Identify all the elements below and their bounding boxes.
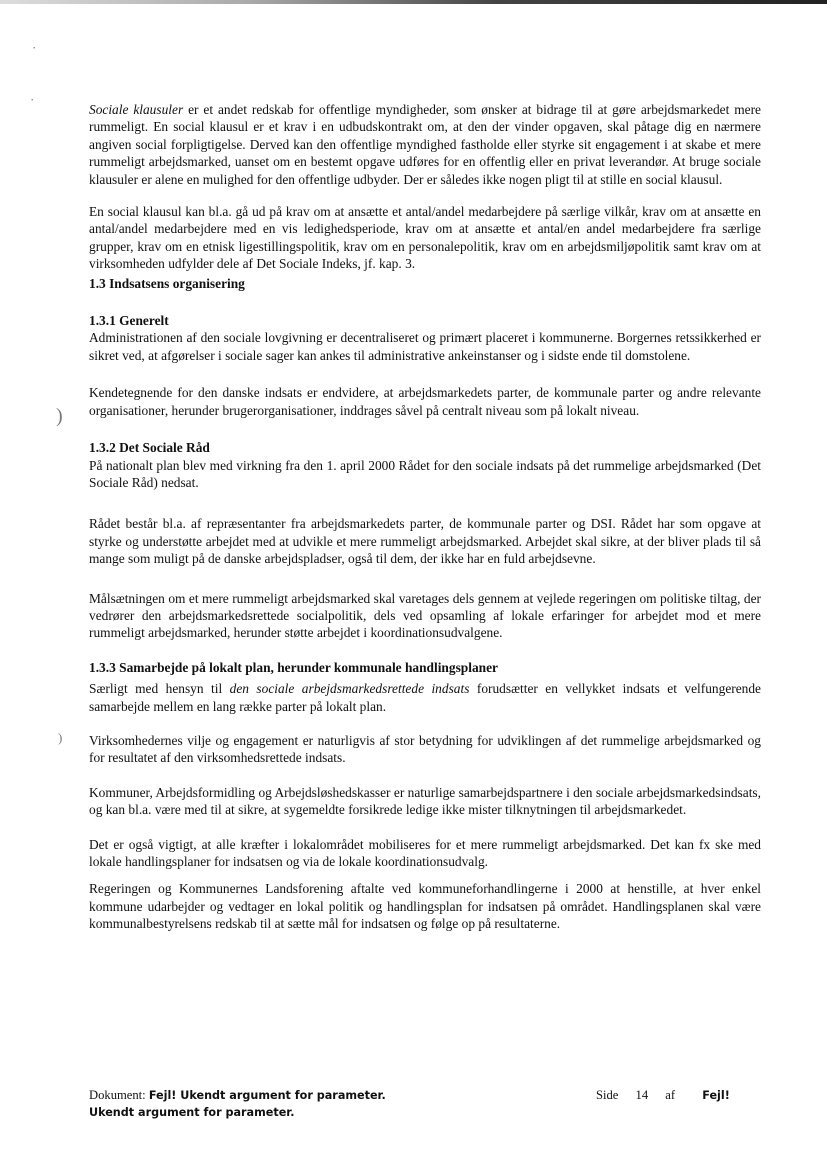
paragraph-clause-examples: En social klausul kan bl.a. gå ud på krav om at ansætte et antal/andel medarbejdere på særlige vilkår, krav om at ansætte en antal/andel medarbejdere med en vis ledighedsperiode, krav om at ansætte et antal/en andel medarbejdere fra særlige grupper, krav om en etnisk ligestillingspolitik, krav om en personalepolitik, krav om en arbejdsmiljøpolitik samt krav om at virksomheden udfylder dele af Det Sociale Indeks, jf. kap. 3. bbox=[89, 204, 761, 272]
paragraph-administration: Administrationen af den sociale lovgivning er decentraliseret og primært placeret i kommunerne. Borgernes retssikkerhed er sikret ved, at afgørelser i sociale sager kan ankes til administrative ankeinstanser og i sidste ende til domstolene. bbox=[89, 330, 761, 363]
document-body bbox=[89, 101, 761, 948]
section-heading-1-3-2: 1.3.2 Det Sociale Råd bbox=[89, 440, 210, 456]
top-scan-border bbox=[0, 0, 827, 4]
scan-hole-mark: ) bbox=[58, 730, 63, 745]
footer-document-field: Dokument: Fejl! Ukendt argument for parameter. Ukendt argument for parameter. bbox=[89, 1088, 386, 1119]
paragraph-council-members: Rådet består bl.a. af repræsentanter fra arbejdsmarkedets parter, de kommunale parter og DSI. Rådet har som opgave at styrke og understøtte arbejdet med at udvikle et mere rummeligt arbejdsmarked. Arbejdet skal sikre, at der bliver plads til så mange som muligt på de danske arbejdspladser, også til dem, der ikke har en fuld arbejdsevne. bbox=[89, 516, 761, 567]
footer-page-number: Side 14 af Fejl! bbox=[596, 1088, 730, 1102]
paragraph-local-cooperation: Særligt med hensyn til den sociale arbejdsmarkedsrettede indsats forudsætter en vellykket indsats et velfungerende samarbejde mellem en lang række parter på lokalt plan. bbox=[89, 681, 761, 714]
section-heading-1-3: 1.3 Indsatsens organisering bbox=[89, 275, 245, 291]
scan-hole-mark: ) bbox=[56, 405, 63, 427]
section-heading-1-3-1: 1.3.1 Generelt bbox=[89, 313, 169, 329]
paragraph-company-will: Virksomhedernes vilje og engagement er naturligvis af stor betydning for udviklingen af det rummelige arbejdsmarked og for resultatet af den virksomhedsrettede indsats. bbox=[89, 732, 761, 766]
paragraph-characteristics: Kendetegnende for den danske indsats er endvidere, at arbejdsmarkedets parter, de kommunale parter og andre relevante organisationer, herunder brugerorganisationer, inddrages såvel på centralt niveau som på lokalt niveau. bbox=[89, 385, 761, 418]
paragraph-mobilisation: Det er også vigtigt, at alle kræfter i lokalområdet mobiliseres for et mere rummeligt arbejdsmarked. Det kan fx ske med lokale handlingsplaner for indsatsen og via de lokale koordinationsudvalg. bbox=[89, 836, 761, 869]
scan-speck: · bbox=[30, 92, 35, 107]
paragraph-objective: Målsætningen om et mere rummeligt arbejdsmarked skal varetages dels gennem at vejlede regeringen om politiske tiltag, der vedrører den arbejdsmarkedsrettede socialpolitik, dels ved opsamling af lokale erfaringer for arbejdet mod et mere rummeligt arbejdsmarked, herunder støtte arbejdet i koordinationsudvalgene. bbox=[89, 590, 761, 641]
section-heading-1-3-3: 1.3.3 Samarbejde på lokalt plan, herunder kommunale handlingsplaner bbox=[89, 659, 498, 675]
paragraph-social-clauses: Sociale klausuler er et andet redskab for offentlige myndigheder, som ønsker at bidrage til at gøre arbejdsmarkedet mere rummeligt. En social klausul er et krav i en udbudskontrakt om, at den der vinder opgaven, skal påtage dig en nærmere angiven social forpligtigelse. Derved kan den offentlige myndighed fastholde eller styrke sit engagement i at skabe et mere rummeligt arbejdsmarked, uanset om en bestemt opgave udføres for en offentlig eller en privat leverandør. At bruge sociale klausuler er alene en mulighed for den offentlige udbyder. Der er således ikke nogen pligt til at stille en social klausul. bbox=[89, 102, 761, 187]
scan-speck: · bbox=[32, 40, 37, 55]
paragraph-national-plan: På nationalt plan blev med virkning fra den 1. april 2000 Rådet for den sociale indsats på det rummelige arbejdsmarked (Det Sociale Råd) nedsat. bbox=[89, 457, 761, 490]
paragraph-government-agreement: Regeringen og Kommunernes Landsforening aftalte ved kommuneforhandlingerne i 2000 at henstille, at hver enkel kommune udarbejder og vedtager en lokal politik og handlingsplan for indsatsen på området. Handlingsplanen skal være kommunalbestyrelsens redskab til at sætte mål for indsatsen og følge op på resultaterne. bbox=[89, 881, 761, 932]
paragraph-partners: Kommuner, Arbejdsformidling og Arbejdsløshedskasser er naturlige samarbejdspartnere i den sociale arbejdsmarkedsindsats, og kan bl.a. være med til at sikre, at sygemeldte forsikrede ledige ikke mister tilknytningen til arbejdsmarkedet. bbox=[89, 784, 761, 818]
